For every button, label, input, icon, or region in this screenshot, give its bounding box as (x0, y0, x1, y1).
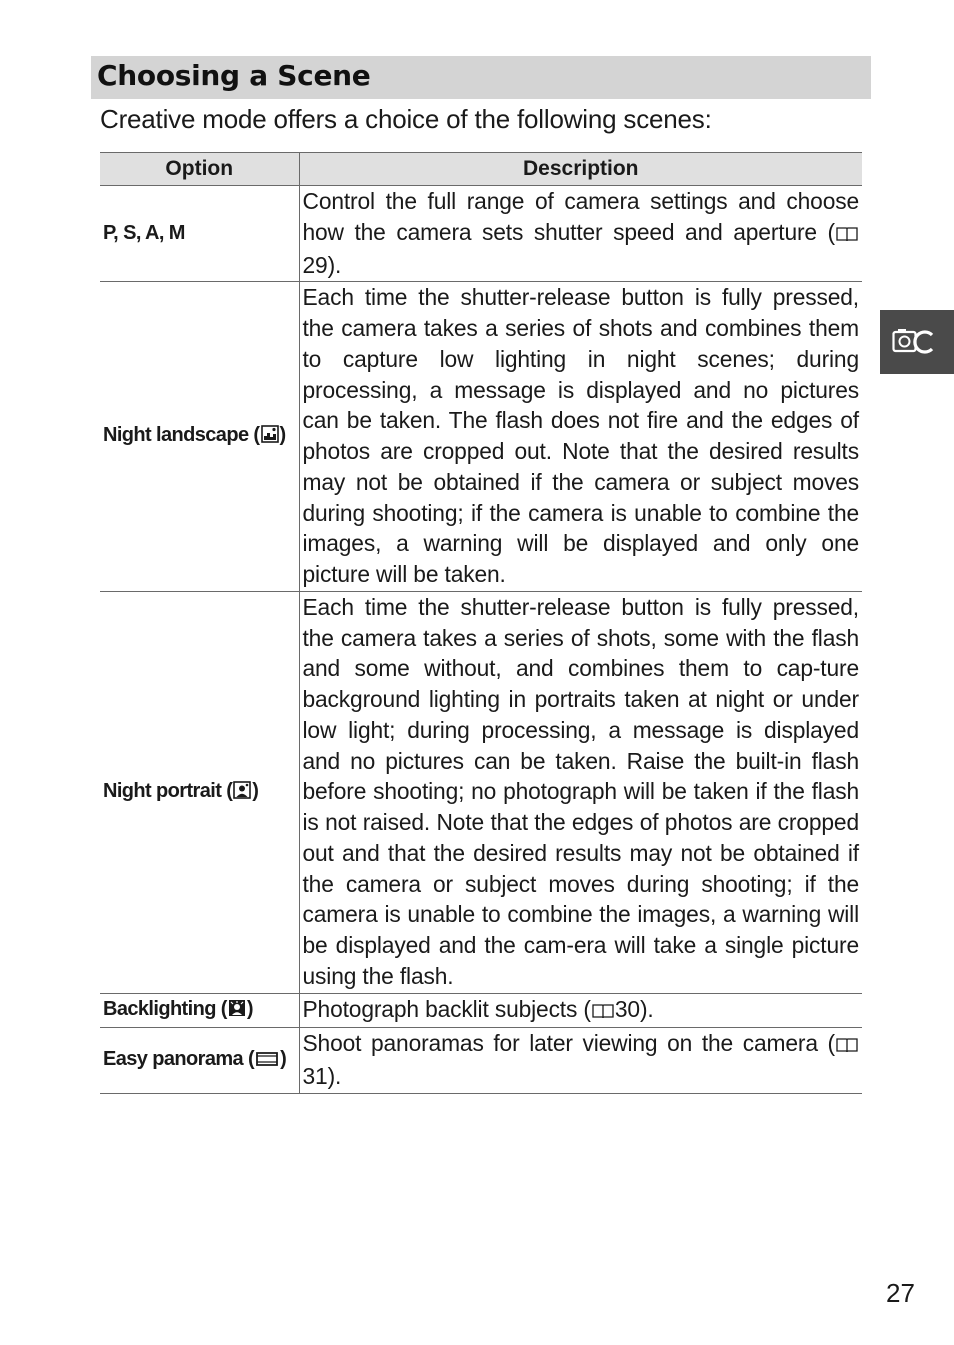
description-cell (299, 993, 862, 1028)
description-text: Each time the shutter-release button is fully pressed, the camera takes a series of shots, some with the flash and some without, and combines them to cap-ture background lighting in portraits taken at night or under low light; during processing, a message is displayed and no pictures can be taken. Raise the built-in flash before shooting; no photograph will be taken if the flash is not raised. Note that the edges of photos are cropped out and that the desired results may not be obtained if the camera or subject moves during shooting; if the camera is unable to combine the images, a warning will be displayed and the cam-era will take a single picture using the flash. (302, 593, 859, 989)
chapter-side-tab (880, 310, 954, 374)
description-text: Each time the shutter-release button is fully pressed, the camera takes a series of shots and combines them to capture low lighting in night scenes; during processing, a message is displayed and no pictures can be taken. The flash does not fire and the edges of photos are cropped out. Note that the desired results may not be obtained if the camera or subject moves during shooting; if the camera is unable to combine the images, a warning will be displayed and only one picture will be taken. (302, 284, 859, 587)
option-label-end: ) (252, 779, 259, 802)
intro-text: Creative mode offers a choice of the following scenes: (100, 104, 712, 134)
section-title: Choosing a Scene (97, 59, 371, 92)
description-text: Control the full range of camera settings and choose how the camera sets shutter speed and aperture ( (302, 188, 859, 245)
page-reference: 29 (302, 251, 328, 278)
option-cell (100, 591, 299, 993)
option-cell (100, 993, 299, 1028)
book-reference-icon (836, 1030, 858, 1061)
description-cell (299, 1028, 862, 1094)
easy-panorama-icon (255, 1050, 279, 1073)
description-text-end: ). (327, 1063, 342, 1089)
table-row (100, 993, 862, 1028)
page-reference: 30 (614, 995, 640, 1022)
option-label: P, S, A, M (103, 222, 185, 245)
option-label-end: ) (279, 424, 286, 446)
book-reference-icon (836, 219, 858, 250)
description-cell (299, 186, 862, 282)
description-text: Photograph backlit subjects ( (302, 995, 591, 1022)
table-row (100, 186, 862, 282)
option-cell (100, 186, 299, 282)
option-label: Backlighting ( (103, 997, 227, 1020)
description-text-end: ). (639, 995, 654, 1022)
table-row (100, 591, 862, 993)
description-text: Shoot panoramas for later viewing on the camera ( (302, 1030, 835, 1057)
table-header-row (100, 153, 862, 186)
backlighting-icon (228, 999, 246, 1023)
header-description: Description (299, 153, 862, 186)
option-label: Night landscape ( (103, 424, 260, 446)
description-cell (299, 282, 862, 592)
night-portrait-icon (233, 781, 251, 805)
night-landscape-icon (261, 425, 279, 449)
scene-table (100, 152, 862, 1094)
table-row (100, 1028, 862, 1094)
creative-mode-icon (892, 327, 942, 357)
description-cell (299, 591, 862, 993)
option-label-end: ) (246, 997, 253, 1020)
book-reference-icon (592, 996, 614, 1027)
option-label-end: ) (280, 1048, 287, 1070)
description-text-end: ). (327, 251, 342, 278)
header-option: Option (100, 153, 299, 186)
page-number: 27 (886, 1278, 915, 1308)
option-label: Easy panorama ( (103, 1048, 255, 1070)
option-cell (100, 282, 299, 592)
option-cell (100, 1028, 299, 1094)
page-reference: 31 (302, 1063, 328, 1089)
section-heading-bar (91, 56, 871, 99)
table-row (100, 282, 862, 592)
option-label: Night portrait ( (103, 779, 233, 802)
